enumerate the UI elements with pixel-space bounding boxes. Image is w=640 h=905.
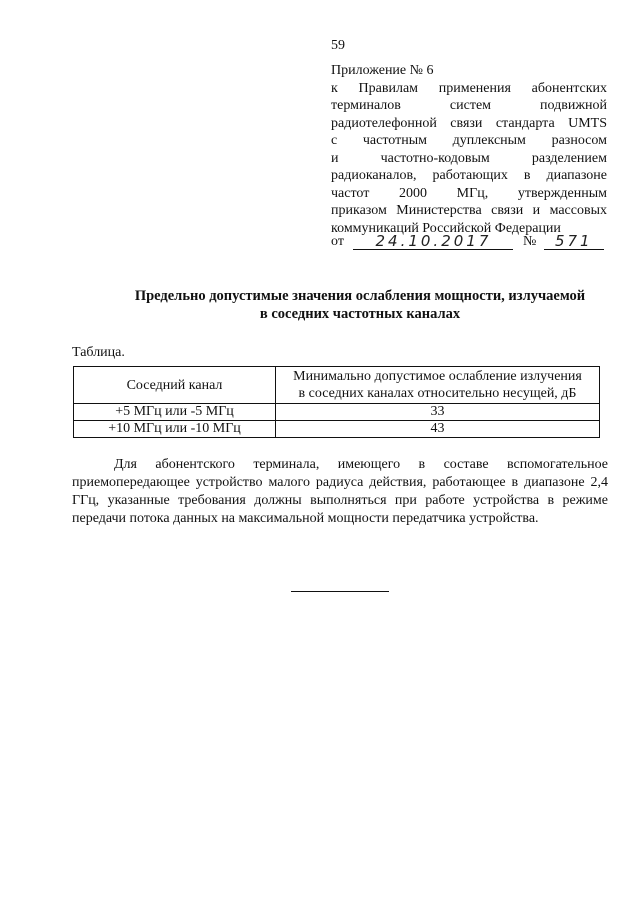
annex-line: с частотным дуплексным разносом [331,133,607,148]
table-header-row [74,367,600,404]
annex-line: терминалов систем подвижной [331,98,607,113]
order-number: 571 [544,233,604,250]
cell-channel: +5 МГц или -5 МГц [74,404,276,421]
annex-line: и частотно-кодовым разделением [331,150,607,166]
annex-line: частот 2000 МГц, утвержденным [331,185,607,201]
end-divider [291,591,389,592]
annex-line: коммуникаций Российской Федерации [331,220,561,236]
cell-channel: +10 МГц или -10 МГц [74,421,276,438]
annex-line: радиотелефонной связи стандарта UMTS [331,115,607,131]
number-label: № [522,234,537,249]
order-date: 24.10.2017 [353,233,513,250]
page-number: 59 [331,38,345,53]
header-attenuation [276,367,600,404]
annex-heading: Приложение № 6 [331,63,434,78]
note-paragraph: Для абонентского терминала, имеющего в составе вспомогательное приемопередающее устройство малого радиуса действия, работающее в диапазоне 2,4 ГГц, указанные требования должны выполняться при работе устройства в режиме передачи потока данных на максимальной мощности передатчика устройства. [72,457,608,526]
header-attenuation-line-2: в соседних каналах относительно несущей, дБ [298,386,577,401]
document-title [80,287,640,323]
cell-value: 43 [276,421,600,438]
annex-line: к Правилам применения абонентских [331,80,607,96]
title-line-2: в соседних частотных каналах [259,306,461,322]
header-channel: Соседний канал [74,367,276,404]
header-attenuation-line-1: Минимально допустимое ослабление излучения [293,369,582,384]
table-row [74,404,600,421]
from-label: от [331,234,344,249]
table-caption: Таблица. [72,345,125,360]
title-line-1: Предельно допустимые значения ослабления мощности, излучаемой [134,288,586,304]
attenuation-table [73,366,600,438]
order-reference [331,233,611,250]
cell-value: 33 [276,404,600,421]
annex-line: радиоканалов, работающих в диапазоне [331,168,607,183]
annex-line: приказом Министерства связи и массовых [331,203,607,218]
annex-block [331,62,607,237]
table-row [74,421,600,438]
